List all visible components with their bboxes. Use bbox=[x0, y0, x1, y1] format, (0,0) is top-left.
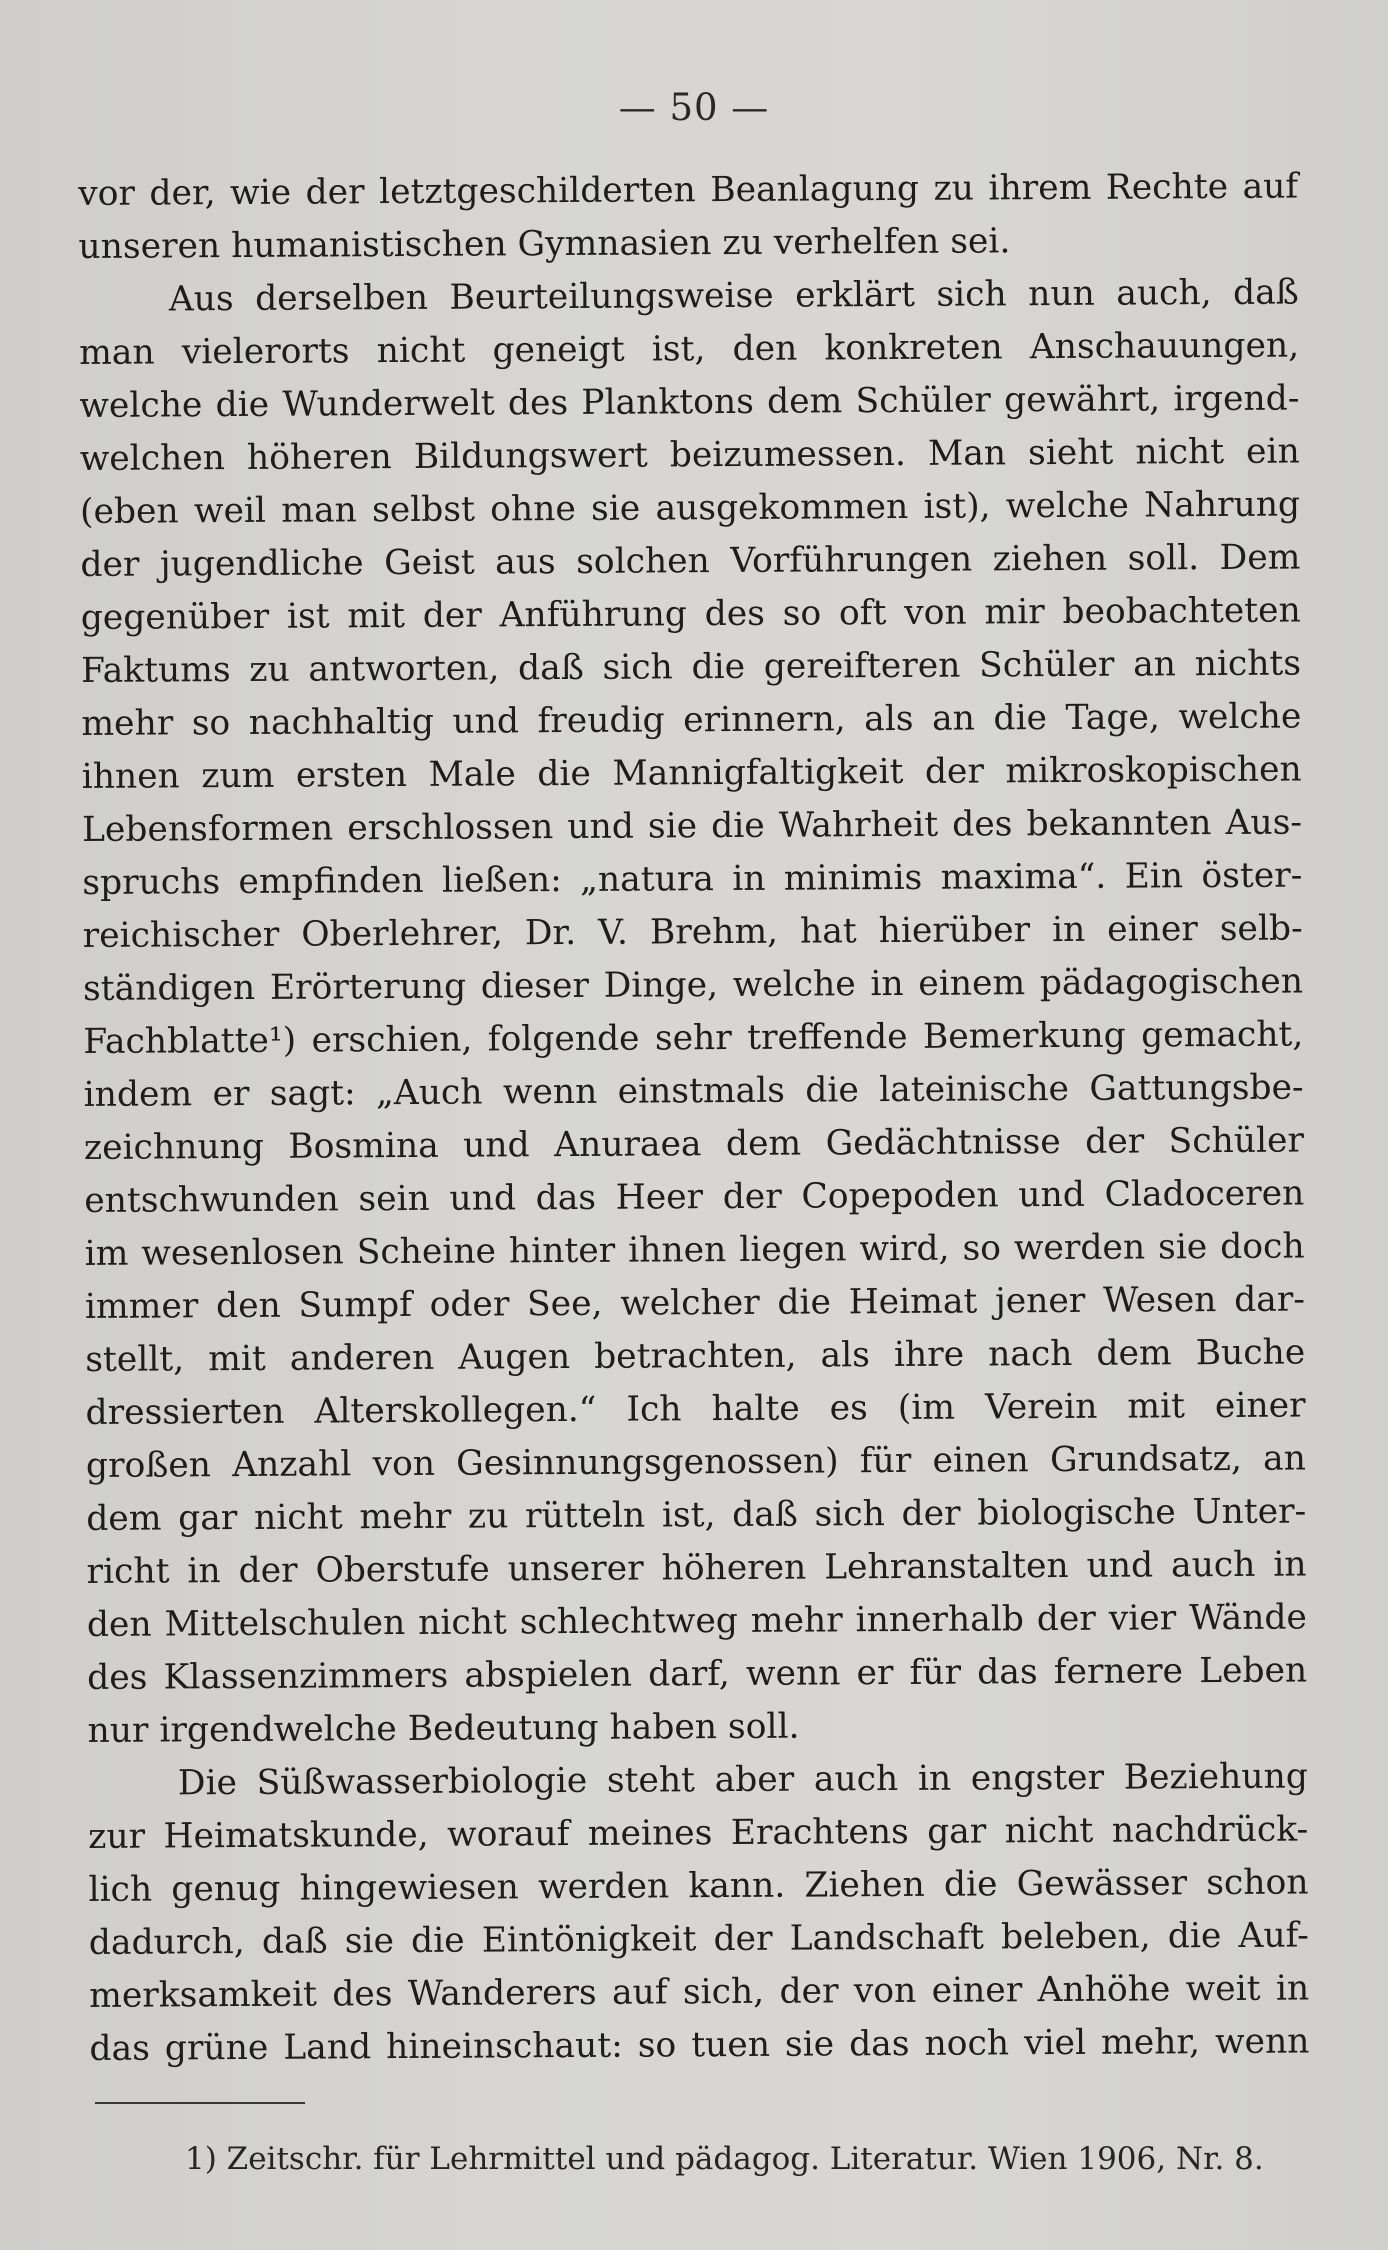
text-line: indem er sagt: „Auch wenn einstmals die lateinische Gattungsbe- bbox=[83, 1067, 1304, 1115]
text-line: dressierten Alterskollegen.“ Ich halte es (im Verein mit einer bbox=[85, 1385, 1306, 1433]
text-line: Aus derselben Beurteilungsweise erklärt sich nun auch, daß bbox=[168, 272, 1299, 320]
text-line: spruchs empfinden ließen: „natura in minimis maxima“. Ein öster- bbox=[82, 855, 1303, 903]
text-line: man vielerorts nicht geneigt ist, den konkreten Anschauungen, bbox=[79, 325, 1300, 373]
text-line: stellt, mit anderen Augen betrachten, als ihre nach dem Buche bbox=[85, 1332, 1306, 1380]
text-line: nur irgendwelche Bedeutung haben soll. bbox=[87, 1706, 800, 1751]
text-line: (eben weil man selbst ohne sie ausgekommen ist), welche Nahrung bbox=[79, 484, 1301, 532]
text-line: dadurch, daß sie die Eintönigkeit der Landschaft beleben, die Auf- bbox=[88, 1915, 1309, 1963]
text-line: Die Süßwasserbiologie steht aber auch in engster Beziehung bbox=[177, 1756, 1308, 1804]
text-line: immer den Sumpf oder See, welcher die Heimat jener Wesen dar- bbox=[84, 1279, 1306, 1327]
footnote-divider bbox=[95, 2102, 305, 2104]
text-line: Fachblatte¹) erschien, folgende sehr treffende Bemerkung gemacht, bbox=[83, 1014, 1304, 1062]
text-line: mehr so nachhaltig und freudig erinnern, als an die Tage, welche bbox=[81, 696, 1302, 744]
text-line: entschwunden sein und das Heer der Copepoden und Cladoceren bbox=[84, 1173, 1305, 1221]
text-line: zur Heimatskunde, worauf meines Erachtens gar nicht nachdrück- bbox=[88, 1809, 1309, 1857]
text-line: welche die Wunderwelt des Planktons dem Schüler gewährt, irgend- bbox=[79, 378, 1300, 426]
text-line: das grüne Land hineinschaut: so tuen sie das noch viel mehr, wenn bbox=[89, 2021, 1310, 2069]
text-line: der jugendliche Geist aus solchen Vorführungen ziehen soll. Dem bbox=[80, 537, 1301, 585]
body-text bbox=[78, 161, 1310, 2076]
text-line: dem gar nicht mehr zu rütteln ist, daß sich der biologische Unter- bbox=[86, 1491, 1307, 1539]
text-line: den Mittelschulen nicht schlechtweg mehr innerhalb der vier Wände bbox=[86, 1597, 1307, 1645]
text-line: welchen höheren Bildungswert beizumessen. Man sieht nicht ein bbox=[79, 431, 1300, 479]
text-line: ihnen zum ersten Male die Mannigfaltigkeit der mikroskopischen bbox=[81, 749, 1302, 797]
text-line: richt in der Oberstufe unserer höheren Lehranstalten und auch in bbox=[86, 1544, 1307, 1592]
text-line: vor der, wie der letztgeschilderten Beanlagung zu ihrem Rechte auf bbox=[78, 166, 1299, 214]
text-line: merksamkeit des Wanderers auf sich, der von einer Anhöhe weit in bbox=[89, 1968, 1310, 2016]
text-line: des Klassenzimmers abspielen darf, wenn er für das fernere Leben bbox=[87, 1650, 1308, 1698]
text-line: gegenüber ist mit der Anführung des so oft von mir beobachteten bbox=[80, 590, 1301, 638]
page-number: — 50 — bbox=[618, 86, 770, 129]
text-line: zeichnung Bosmina und Anuraea dem Gedächtnisse der Schüler bbox=[83, 1120, 1305, 1168]
footnote: 1) Zeitschr. für Lehrmittel und pädagog. Literatur. Wien 1906, Nr. 8. bbox=[185, 2141, 1264, 2177]
text-line: Lebensformen erschlossen und sie die Wahrheit des bekannten Aus- bbox=[81, 802, 1303, 850]
text-line: ständigen Erörterung dieser Dinge, welche in einem pädagogischen bbox=[82, 961, 1304, 1009]
text-line: großen Anzahl von Gesinnungsgenossen) für einen Grundsatz, an bbox=[85, 1438, 1307, 1486]
text-line: lich genug hingewiesen werden kann. Ziehen die Gewässer schon bbox=[88, 1862, 1309, 1910]
text-line: reichischer Oberlehrer, Dr. V. Brehm, hat hierüber in einer selb- bbox=[82, 908, 1303, 956]
text-line: Faktums zu antworten, daß sich die gereifteren Schüler an nichts bbox=[80, 643, 1302, 691]
text-line: im wesenlosen Scheine hinter ihnen liegen wird, so werden sie doch bbox=[84, 1226, 1305, 1274]
text-line: unseren humanistischen Gymnasien zu verhelfen sei. bbox=[78, 221, 1011, 267]
